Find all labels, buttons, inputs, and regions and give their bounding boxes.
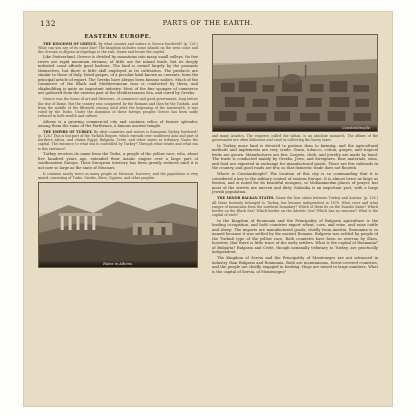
roumania-bulgaria-paragraph: In the Kingdom of Roumania and the Principality of Bulgaria agriculture is the leading occupation, and both countries export wheat, corn, and wine, and raise cattle and sheep. The imports are manufactured goods, chiefly from Austria. Roumania is so named because it was settled by the ancient Romans. Bulgaria was settled by people of the Turkish type of the yellow race. Both countries have been so overrun by Slavs, however, that there is little trace of the early settlers. What is the capital of Roumania? of Bulgaria? Bulgaria and Crete, though nominally tributary to Turkey, are practically independent. [212, 218, 378, 255]
running-title: PARTS OF THE EARTH. [162, 19, 254, 27]
athens-ruins-image [39, 183, 197, 267]
greece-heading: THE KINGDOM OF GREECE. [43, 41, 98, 46]
athens-caption: Ruins in Athens. [39, 260, 197, 267]
right-column [212, 34, 378, 402]
greece-paragraph-3: Athens is a growing commercial city and contains relics of former splendor, among them the ruins of the Parthenon, a famous ancient temple. [38, 119, 198, 129]
turkey-paragraph-continued: and many Asiatics. The emperor, called the sultan, is an absolute monarch. The affairs of the government are often dishonest and cruel in collecting the heavy taxes. [212, 134, 378, 143]
turkey-paragraph-1: Turkey receives its name from the Turks, a people of the yellow race, who, about five hundred years ago, extended their Asiatic empire over a large part of southeastern Europe. Their European territory has been greatly reduced until it is not now so large as the state of Missouri. [38, 152, 198, 170]
greece-question-text: By what country and waters is Greece bordered? (p. 126.) What can you say of its coast line? The kingdom includes some islands on the west coast and the Grecian or Ægean Archipelago to the east. Name and locate the capital. [38, 41, 198, 54]
turkey-question [38, 130, 198, 150]
greece-paragraph-1: Like Switzerland, Greece is divided by mountains into many small valleys. Its few rivers are rapid mountain streams, of little use for inland trade, but its deeply indented coast affords good harbors. The land is owned largely by the peasants themselves, but there is little skill employed in its cultivation. The products are similar to those of Italy. Dried grapes, of a peculiar kind known as currants, form the principal article of export. The Greeks have always been famous sailors. Much of the commerce of the Black and Mediterranean seas is conducted by them; and shipbuilding is quite an important industry. Most of the fine sponges of commerce are gathered from the eastern part of the Mediterranean Sea, and cured by Greeks. [38, 55, 198, 96]
greece-paragraph-2: Greece was the home of art and literature, of commerce and good government, long before the rise of Rome. But the country was conquered by the Romans and then by the Turkish, and from the middle of the fifteenth century until after the beginning of the nineteenth, it was ruled by the Turks. Under the dominion of these foreign peoples Greece has been sadly reduced in both wealth and culture. [38, 97, 198, 118]
turkey-heading: THE EMPIRE OF TURKEY. [43, 130, 93, 135]
page-number: 132 [40, 19, 57, 28]
balkan-question-text: Name the four states between Turkey and Austria. (p. 126.) All these formerly belonged to Turkey, but became independent in 1878. What river and what ranges of mountains form the northern boundary? Which of them lie on the Danube basin? Which border on the Black Sea? Which border on the Adriatic Sea? Which has no seacoast? What is the capital of each? [212, 196, 378, 217]
balkan-heading: THE MINOR BALKAN STATES. [217, 196, 275, 201]
greece-question [38, 42, 198, 54]
turkey-paragraph-2: It contains nearly twice as many people as Missouri, however; and the population is very mixed, consisting of Turks, Greeks, Slavs, Gypsies, and other peoples. [38, 171, 198, 180]
balkan-question [212, 196, 378, 216]
book-page [24, 12, 392, 406]
left-column [38, 34, 198, 402]
section-title: EASTERN EUROPE. [84, 34, 152, 40]
constantinople-caption: Constantinople. [213, 124, 377, 131]
page-header [40, 19, 376, 29]
turkey-question-text: By what countries and waters is European Turkey bordered? (p. 126.) This is but part of the Turkish Empire, which extends over southwest Asia and part of northern Africa, and claims Egypt, Bulgaria, Crete, and other states as tributary. Name the capital. The entrance to what sea is controlled by Turkey? Through what straits and what sea is this entrance? [38, 130, 198, 151]
athens-ruins-photo [38, 182, 198, 268]
constantinople-photo [212, 34, 378, 132]
constantinople-image [213, 35, 377, 131]
constantinople-paragraph: Where is Constantinople? The location of this city is so commanding that it is considered a key to the military control of eastern Europe. It is almost twice as large as Boston, and is noted for its beautiful mosques, or Mohammedan places of prayer, but most of the streets are uneven and dirty. Salonika is an important port, with a large Jewish population. [212, 172, 378, 195]
turkey-industry-paragraph: In Turkey more land is devoted to pasture than to farming, and the agricultural methods and implements are very crude. Grain, tobacco, cotton, grapes, and tropical fruits are grown. Manufactures are few. Carpets, cloth, and jewelry are made by hand. The trade is conducted mainly by Greeks, Jews, and foreigners. Raw materials, wine, and food are exported in exchange for manufactured goods. There are few railroads in the country, and good roads are few, so that domestic trade does not flourish. [212, 143, 378, 171]
servia-montenegro-paragraph: The Kingdom of Servia and the Principality of Montenegro are not advanced in industry than Bulgaria and Roumania. Both are mountainous, forest-covered countries, and the people are chiefly engaged in herding. Hogs are raised in large numbers. What is the capital of Servia, of Montenegro? [212, 256, 378, 274]
